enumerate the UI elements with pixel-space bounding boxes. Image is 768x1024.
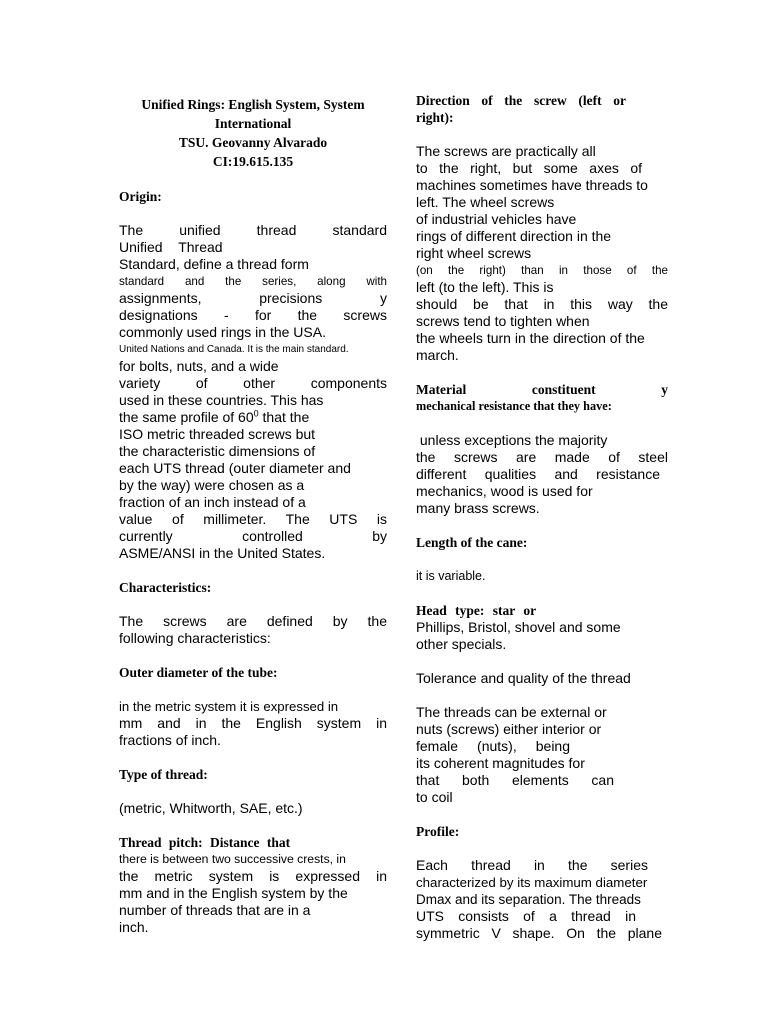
text-line: there is between two successive crests, in	[119, 852, 346, 866]
text-line: other specials.	[416, 636, 507, 652]
text-line: screws tend to tighten when	[416, 313, 590, 329]
text-line: (on the right) than in those of the	[416, 264, 668, 277]
text-line: the screws are made of steel	[416, 449, 668, 465]
text-line: symmetric V shape. On the plane	[416, 925, 662, 941]
length-heading: Length of the cane:	[416, 535, 528, 550]
text-line: designations - for the screws	[119, 307, 387, 323]
text-fragment: that the	[262, 409, 310, 425]
left-column	[119, 92, 387, 936]
right-column	[416, 92, 668, 942]
text-line: United Nations and Canada. It is the main standard.	[119, 344, 349, 355]
text-line: of industrial vehicles have	[416, 211, 577, 227]
text-line: fraction of an inch instead of a	[119, 494, 306, 510]
text-line: its coherent magnitudes for	[416, 755, 585, 771]
direction-heading-cont: right):	[416, 110, 454, 125]
text-line: to coil	[416, 789, 453, 805]
characteristics-heading: Characteristics:	[119, 580, 212, 595]
profile-heading: Profile:	[416, 824, 460, 839]
type-of-thread-heading: Type of thread:	[119, 767, 208, 782]
text-line: Dmax and its separation. The threads	[416, 892, 641, 907]
text-line: female (nuts), being	[416, 738, 570, 754]
thread-pitch-paragraph	[119, 851, 387, 936]
text-line: unless exceptions the majority	[416, 432, 608, 448]
text-line: ISO metric threaded screws but	[119, 426, 316, 442]
material-paragraph	[416, 432, 668, 517]
text-line: Unified Thread	[119, 239, 223, 255]
head-type-paragraph	[416, 619, 668, 653]
text-line: right wheel screws	[416, 245, 532, 261]
text-fragment: the same profile of 60	[119, 409, 254, 425]
characteristics-paragraph	[119, 613, 387, 647]
text-line: The screws are defined by the	[119, 613, 387, 629]
origin-paragraph	[119, 222, 387, 562]
text-line: different qualities and resistance	[416, 466, 660, 482]
text-line: many brass screws.	[416, 500, 540, 516]
material-heading: Material constituent y	[416, 382, 668, 397]
type-of-thread-text: (metric, Whitworth, SAE, etc.)	[119, 800, 303, 816]
text-line: by the way) were chosen as a	[119, 477, 305, 493]
text-line: march.	[416, 347, 459, 363]
text-line: characterized by its maximum diameter	[416, 875, 648, 890]
profile-paragraph	[416, 857, 668, 942]
text-line: mm and in the English system in	[119, 715, 387, 731]
text-line: variety of other components	[119, 375, 387, 391]
text-line: number of threads that are in a	[119, 902, 311, 918]
text-line: the characteristic dimensions of	[119, 443, 316, 459]
text-line: rings of different direction in the	[416, 228, 612, 244]
text-line: standard and the series, along with	[119, 275, 387, 288]
text-line: that both elements can	[416, 772, 614, 788]
text-line: should be that in this way the	[416, 296, 668, 312]
id-line: CI:19.615.135	[212, 154, 294, 169]
text-line: for bolts, nuts, and a wide	[119, 358, 279, 374]
author-line: TSU. Geovanny Alvarado	[178, 135, 328, 150]
text-line: Phillips, Bristol, shovel and some	[416, 619, 621, 635]
text-line: The threads can be external or	[416, 704, 607, 720]
document-title	[119, 92, 387, 171]
text-line: commonly used rings in the USA.	[119, 324, 326, 340]
text-line: mechanics, wood is used for	[416, 483, 593, 499]
text-line: the metric system is expressed in	[119, 868, 387, 884]
text-line: to the right, but some axes of	[416, 160, 642, 176]
text-line: The unified thread standard	[119, 222, 387, 238]
threads-paragraph	[416, 704, 668, 806]
text-line: following characteristics:	[119, 630, 271, 646]
material-heading-cont: mechanical resistance that they have:	[416, 399, 612, 413]
text-line: mm and in the English system by the	[119, 885, 348, 901]
length-text: it is variable.	[416, 569, 486, 583]
text-line: value of millimeter. The UTS is	[119, 511, 387, 527]
thread-pitch-heading: Thread pitch: Distance that	[119, 835, 291, 850]
title-line-2: International	[214, 116, 292, 131]
text-line: in the metric system it is expressed in	[119, 699, 339, 714]
direction-paragraph	[416, 143, 668, 364]
outer-diameter-paragraph	[119, 698, 387, 749]
head-type-heading: Head type: star or	[416, 603, 537, 618]
origin-heading: Origin:	[119, 189, 162, 204]
direction-heading: Direction of the screw (left or	[416, 93, 626, 108]
outer-diameter-heading: Outer diameter of the tube:	[119, 665, 278, 680]
text-line: the wheels turn in the direction of the	[416, 330, 645, 346]
text-line: nuts (screws) either interior or	[416, 721, 602, 737]
text-line: left (to the left). This is	[416, 279, 554, 295]
text-line: ASME/ANSI in the United States.	[119, 545, 326, 561]
text-line: Each thread in the series	[416, 857, 648, 873]
text-line: fractions of inch.	[119, 732, 221, 748]
text-line: UTS consists of a thread in	[416, 908, 636, 924]
text-line: The screws are practically all	[416, 143, 596, 159]
text-line: Standard, define a thread form	[119, 256, 309, 272]
text-line: machines sometimes have threads to	[416, 177, 648, 193]
degree-superscript: 0	[253, 408, 259, 419]
text-line: inch.	[119, 919, 149, 935]
text-line: currently controlled by	[119, 528, 387, 544]
text-line: left. The wheel screws	[416, 194, 555, 210]
text-line	[119, 409, 387, 426]
text-line: used in these countries. This has	[119, 392, 324, 408]
title-line-1: Unified Rings: English System, System	[141, 97, 365, 112]
text-line: each UTS thread (outer diameter and	[119, 460, 351, 476]
tolerance-text: Tolerance and quality of the thread	[416, 670, 631, 686]
text-line: assignments, precisions y	[119, 290, 387, 306]
